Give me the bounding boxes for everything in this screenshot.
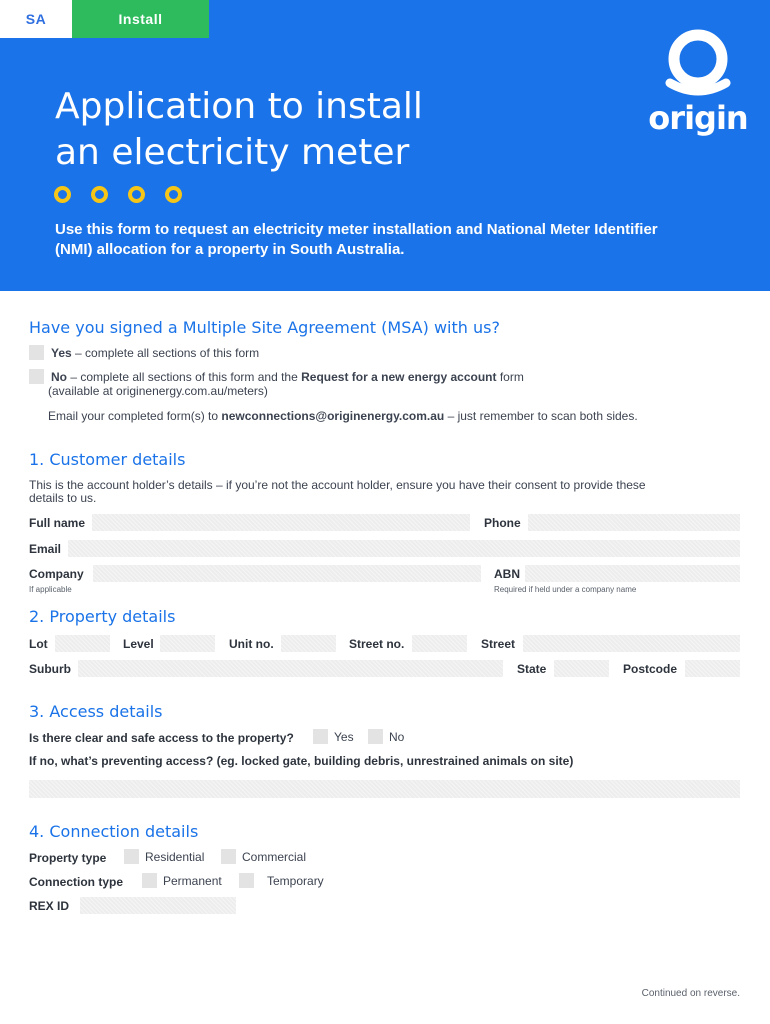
lot-label: Lot: [29, 637, 48, 651]
residential-label: Residential: [145, 850, 205, 864]
access-reason-input[interactable]: [29, 780, 740, 798]
full-name-label: Full name: [29, 516, 86, 530]
customer-heading: 1. Customer details: [29, 450, 186, 469]
suburb-input[interactable]: [78, 660, 503, 677]
access-no-label: No: [389, 730, 405, 744]
company-note: If applicable: [29, 585, 72, 594]
page-description: Use this form to request an electricity meter installation and National Meter Identifier (NMI) allocation for a property in South Australia.: [55, 221, 658, 258]
msa-yes-text: Yes – complete all sections of this form: [51, 346, 260, 360]
logo-text: origin: [648, 99, 748, 137]
lot-input[interactable]: [55, 635, 110, 652]
access-followup-question: If no, what’s preventing access? (eg. locked gate, building debris, unrestrained animals on site): [29, 754, 574, 768]
full-name-input[interactable]: [92, 514, 470, 531]
access-yes-checkbox[interactable]: [313, 729, 328, 744]
level-input[interactable]: [160, 635, 215, 652]
email-label: Email: [29, 542, 62, 556]
temporary-label: Temporary: [267, 874, 324, 888]
property-type-label: Property type: [29, 851, 107, 865]
level-label: Level: [123, 637, 154, 651]
dot-icon: [128, 186, 145, 203]
suburb-label: Suburb: [29, 662, 71, 676]
company-input[interactable]: [93, 565, 481, 582]
unit-input[interactable]: [281, 635, 336, 652]
dot-icon: [91, 186, 108, 203]
unit-label: Unit no.: [229, 637, 274, 651]
tab-state[interactable]: SA: [0, 0, 72, 38]
abn-label: ABN: [494, 567, 520, 581]
msa-heading: Have you signed a Multiple Site Agreement (MSA) with us?: [29, 318, 500, 337]
access-no-checkbox[interactable]: [368, 729, 383, 744]
phone-input[interactable]: [528, 514, 740, 531]
msa-no-text-line2: (available at originenergy.com.au/meters): [48, 384, 268, 398]
abn-input[interactable]: [525, 565, 740, 582]
permanent-label: Permanent: [163, 874, 222, 888]
rex-id-label: REX ID: [29, 899, 70, 913]
commercial-label: Commercial: [242, 850, 307, 864]
state-label: State: [517, 662, 547, 676]
msa-no-checkbox[interactable]: [29, 369, 44, 384]
continued-note: Continued on reverse.: [641, 988, 740, 999]
postcode-label: Postcode: [623, 662, 678, 676]
street-no-label: Street no.: [349, 637, 405, 651]
access-yes-label: Yes: [334, 730, 354, 744]
postcode-input[interactable]: [685, 660, 740, 677]
customer-intro: This is the account holder’s details – if you’re not the account holder, ensure you have their consent to provide these details to us.: [29, 478, 646, 505]
company-label: Company: [29, 567, 84, 581]
page-title: Application to install an electricity meter: [55, 86, 423, 173]
permanent-checkbox[interactable]: [142, 873, 157, 888]
origin-logo: [648, 25, 748, 140]
logo-ring-icon: [648, 25, 748, 100]
msa-yes-checkbox[interactable]: [29, 345, 44, 360]
tab-install[interactable]: Install: [72, 0, 209, 38]
property-heading: 2. Property details: [29, 607, 176, 626]
access-question: Is there clear and safe access to the property?: [29, 731, 294, 745]
msa-no-text: No – complete all sections of this form and the Request for a new energy account form: [51, 370, 524, 384]
msa-email-instruction: Email your completed form(s) to newconnections@originenergy.com.au – just remember to scan both sides.: [48, 409, 638, 423]
dot-icon: [54, 186, 71, 203]
dot-icon: [165, 186, 182, 203]
access-heading: 3. Access details: [29, 702, 163, 721]
phone-label: Phone: [484, 516, 521, 530]
residential-checkbox[interactable]: [124, 849, 139, 864]
connection-heading: 4. Connection details: [29, 822, 199, 841]
street-input[interactable]: [523, 635, 740, 652]
connection-type-label: Connection type: [29, 875, 124, 889]
state-input[interactable]: [554, 660, 609, 677]
street-no-input[interactable]: [412, 635, 467, 652]
abn-note: Required if held under a company name: [494, 585, 637, 594]
street-label: Street: [481, 637, 516, 651]
email-input[interactable]: [68, 540, 740, 557]
commercial-checkbox[interactable]: [221, 849, 236, 864]
rex-id-input[interactable]: [80, 897, 236, 914]
progress-dots: [54, 186, 182, 203]
temporary-checkbox[interactable]: [239, 873, 254, 888]
